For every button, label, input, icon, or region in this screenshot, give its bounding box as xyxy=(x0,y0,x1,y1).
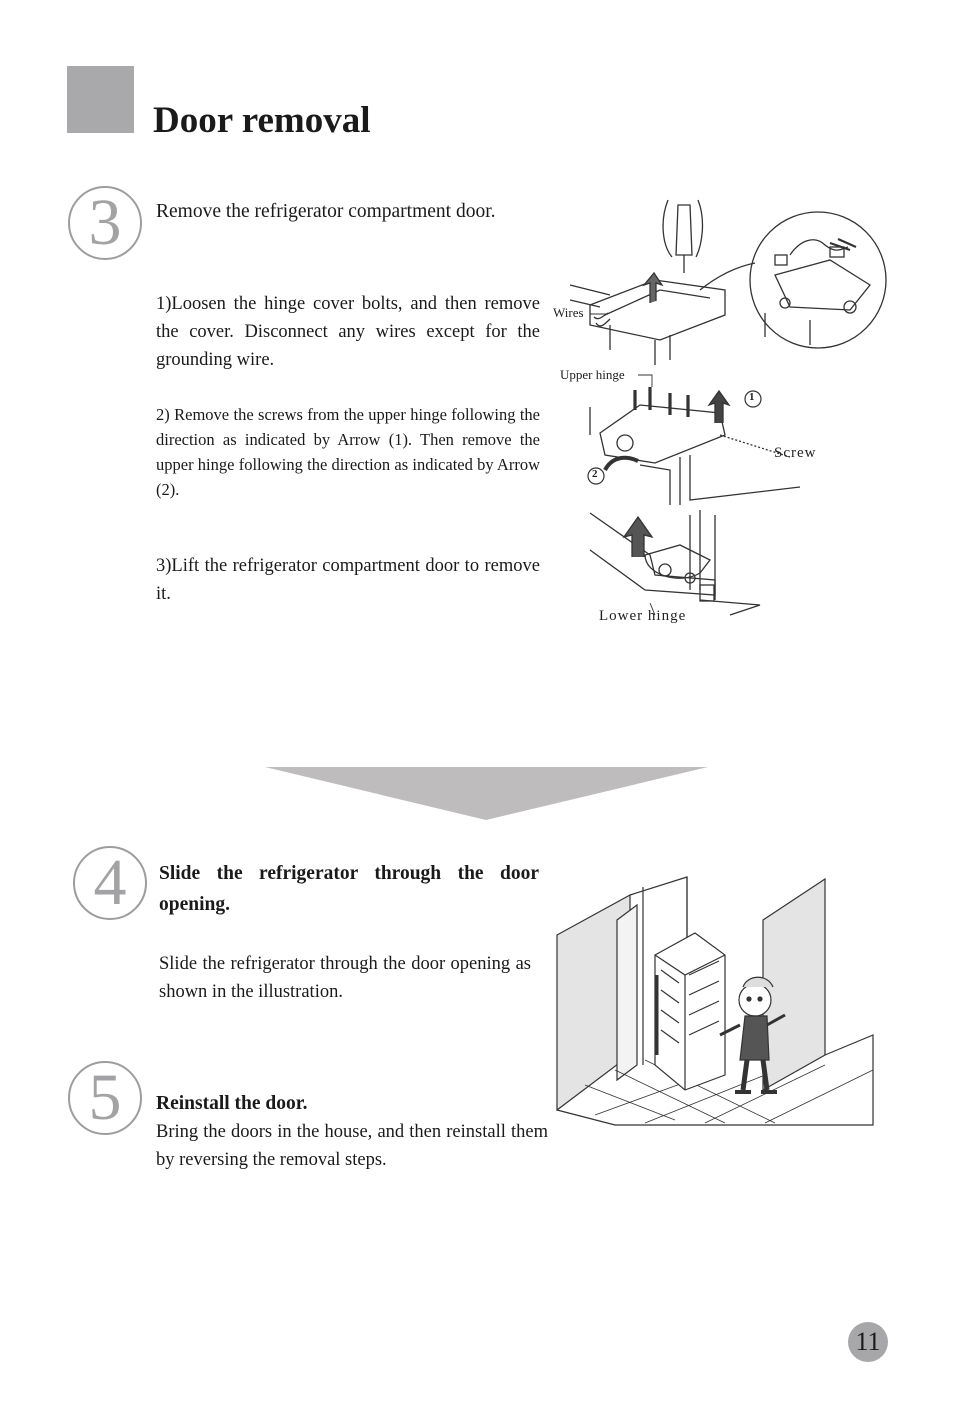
page-title: Door removal xyxy=(153,100,371,141)
open-door xyxy=(617,905,637,1080)
label-upper-hinge: Upper hinge xyxy=(560,367,625,382)
step-4-number: 4 xyxy=(73,846,147,920)
step-3-heading: Remove the refrigerator compartment door. xyxy=(156,201,496,222)
wire-detail-callout xyxy=(750,212,886,348)
step-3-instruction-3: 3)Lift the refrigerator compartment door to remove it. xyxy=(156,556,540,604)
step-4-body: Slide the refrigerator through the door opening as shown in the illustration. xyxy=(159,954,531,1002)
screwdriver-shape xyxy=(676,205,692,255)
step-5-number: 5 xyxy=(68,1061,142,1135)
label-arrow-1: 1 xyxy=(749,391,755,403)
refrigerator xyxy=(655,933,725,1090)
step-3-instruction-1: 1)Loosen the hinge cover bolts, and then remove the cover. Disconnect any wires except for the grounding wire. xyxy=(156,294,540,370)
label-screw: Screw xyxy=(774,445,817,461)
label-arrow-2: 2 xyxy=(592,468,598,480)
upper-hinge-shape xyxy=(600,405,725,463)
down-arrow-divider xyxy=(265,765,710,822)
step-5-body: Bring the doors in the house, and then reinstall them by reversing the removal steps. xyxy=(156,1122,548,1170)
step-5-heading: Reinstall the door. xyxy=(156,1093,308,1114)
step-3-instruction-2: 2) Remove the screws from the upper hinge following the direction as indicated by Arrow (1). Then remove the upper hinge following the direction as indicated by Arrow (2). xyxy=(156,405,540,499)
mover-head xyxy=(739,984,771,1016)
hinge-removal-illustration xyxy=(550,195,895,635)
moving-refrigerator-illustration xyxy=(555,875,875,1130)
step-3-number: 3 xyxy=(68,186,142,260)
page-number-badge: 11 xyxy=(848,1322,888,1362)
step-4-heading: Slide the refrigerator through the door opening. xyxy=(159,863,539,915)
label-wires: Wires xyxy=(553,305,584,320)
header-block xyxy=(67,66,134,133)
label-lower-hinge: Lower hinge xyxy=(599,608,687,624)
